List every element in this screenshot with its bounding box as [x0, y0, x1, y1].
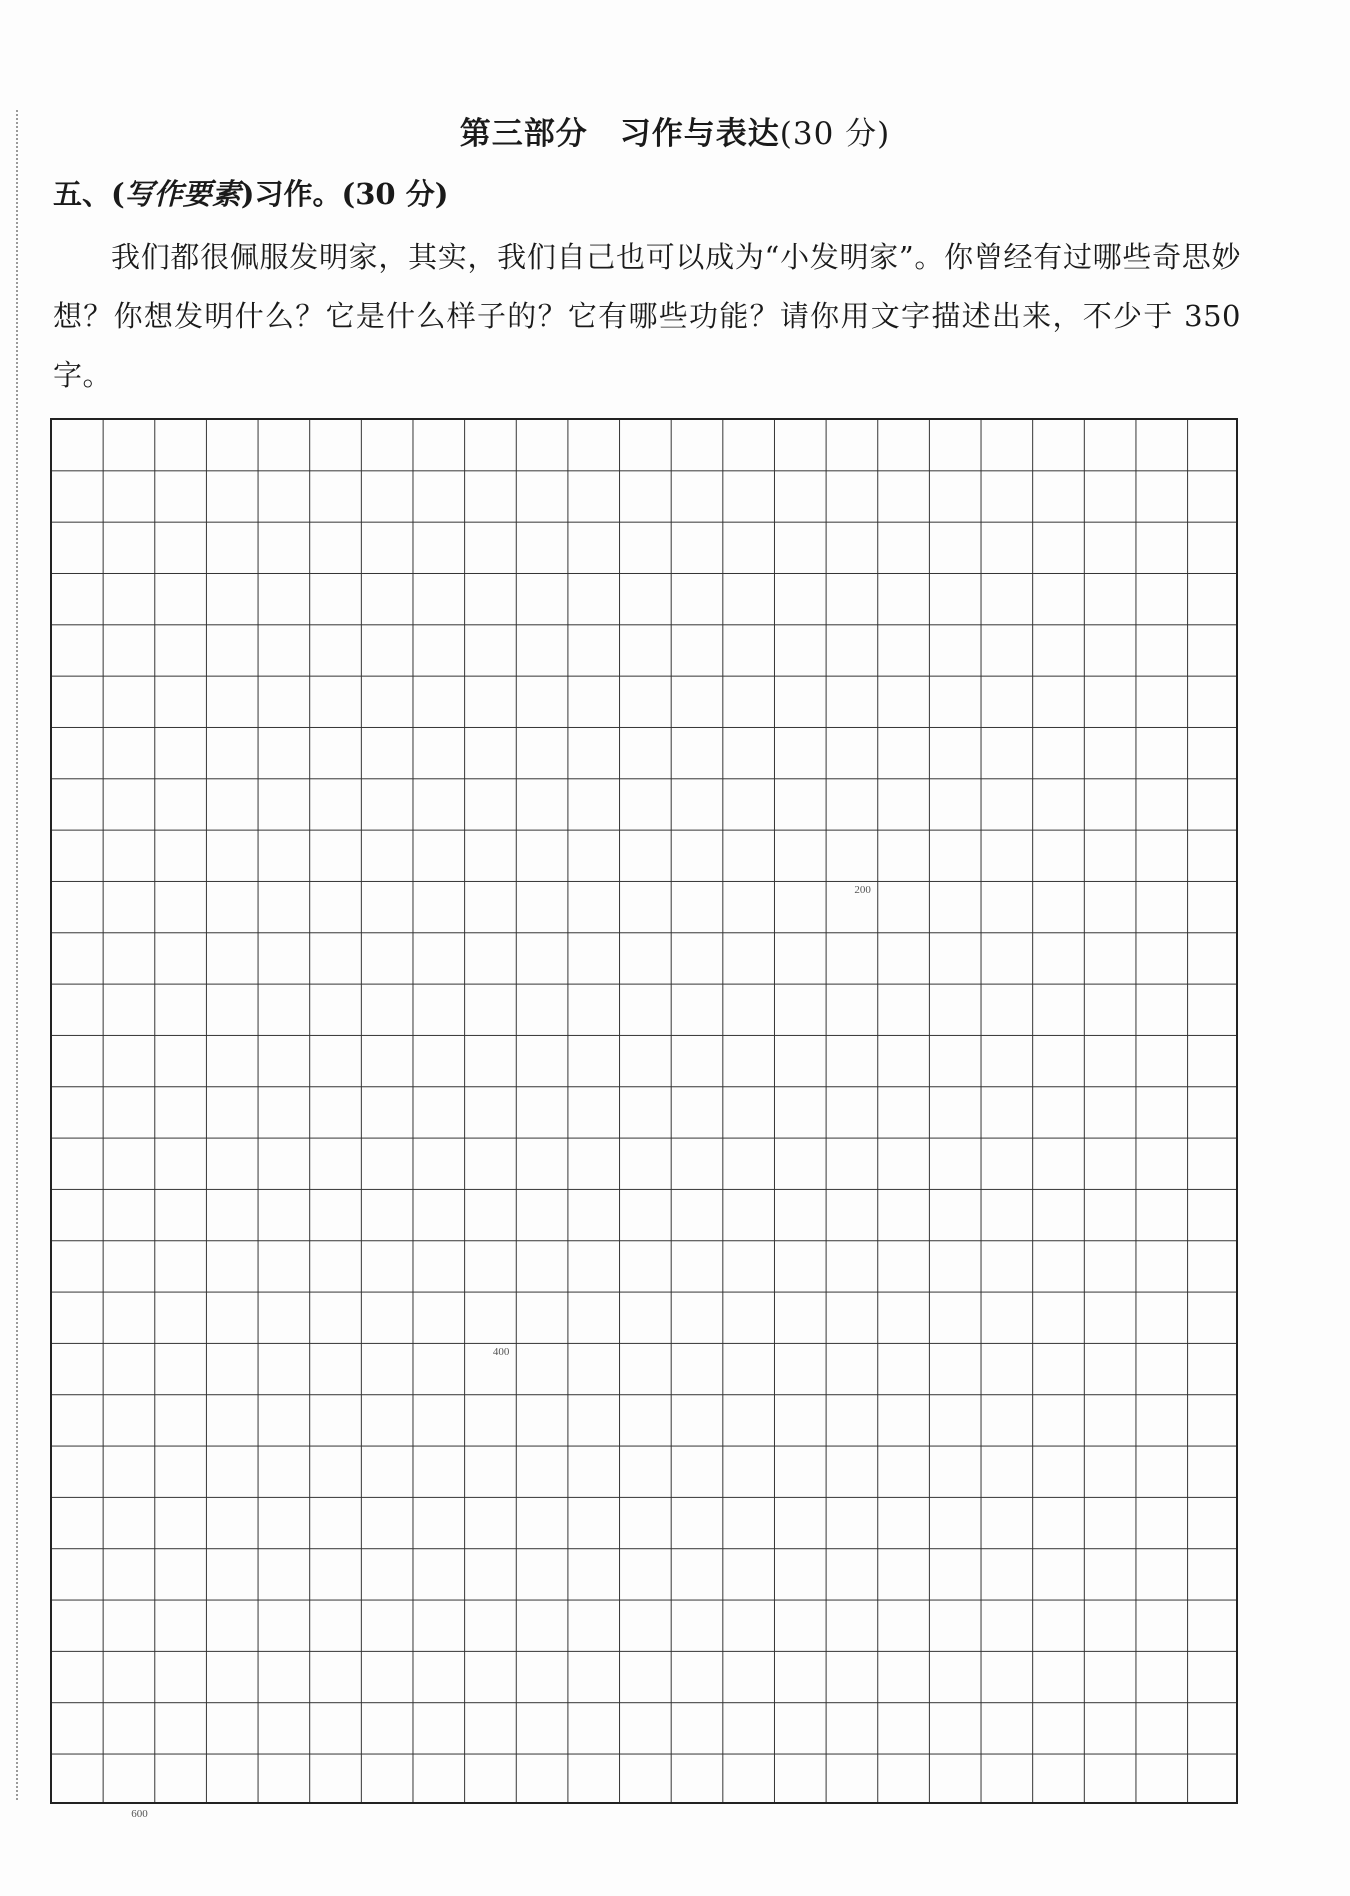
section-title-main: 第三部分 习作与表达 [459, 116, 780, 152]
question-tag-open: ( [111, 177, 125, 211]
char-count-marker-200: 200 [854, 884, 871, 896]
question-score: (30 分) [341, 177, 449, 211]
char-count-marker-400: 400 [492, 1346, 510, 1358]
binding-margin-line [16, 110, 18, 1800]
section-title-score: (30 分) [779, 116, 891, 152]
question-tag-close: ) [240, 177, 255, 211]
char-count-marker-600: 600 [131, 1808, 148, 1820]
writing-prompt: 我们都很佩服发明家，其实，我们自己也可以成为“小发明家”。你曾经有过哪些奇思妙想？你想发明什么？它是什么样子的？它有哪些功能？请你用文字描述出来，不少于 350 字。 [53, 240, 1241, 392]
section-title [0, 108, 1350, 153]
question-number: 五、 [53, 177, 112, 211]
writing-grid[interactable] [50, 418, 1238, 1820]
question-title: 习作。 [254, 177, 342, 211]
question-tag: 写作要素 [124, 177, 241, 211]
question-heading [53, 172, 448, 213]
